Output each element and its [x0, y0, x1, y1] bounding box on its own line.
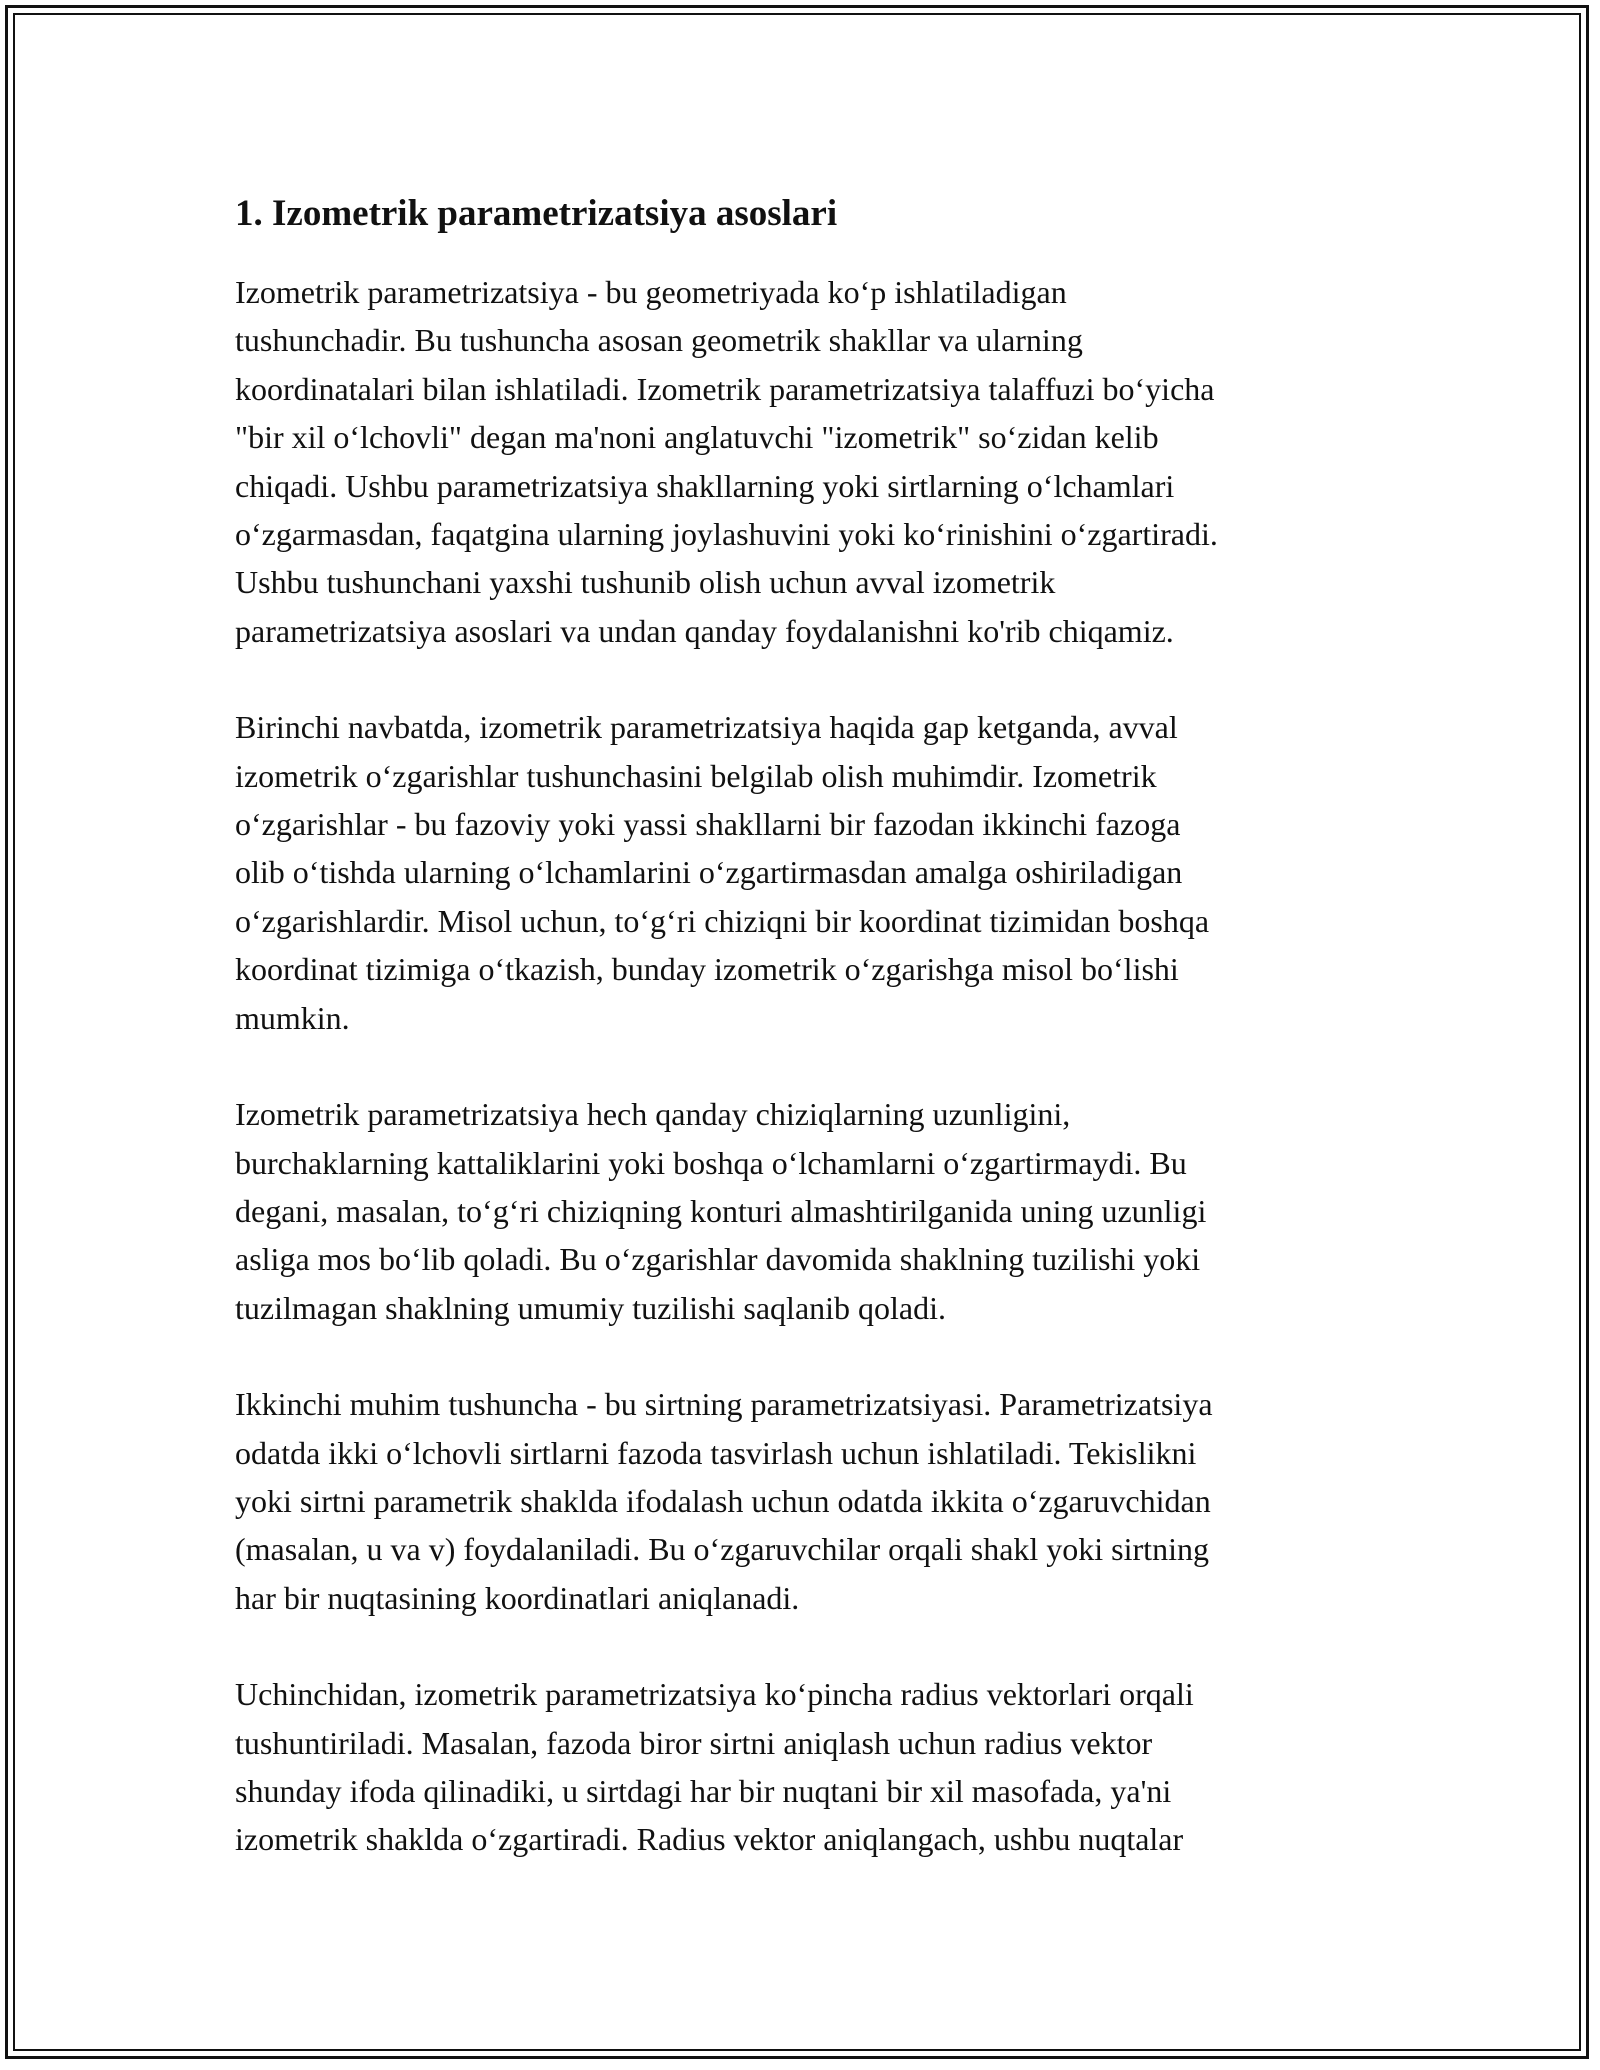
- paragraph-1: Izometrik parametrizatsiya - bu geometriyada ko‘p ishlatiladigan tushunchadir. Bu tushuncha asosan geometrik shakllar va ularning koordinatalari bilan ishlatiladi. Izometrik parametrizatsiya talaffuzi bo‘yicha "bir xil o‘lchovli" degan ma'noni anglatuvchi "izometrik" so‘zidan kelib chiqadi. Ushbu parametrizatsiya shakllarning yoki sirtlarning o‘lchamlari o‘zgarmasdan, faqatgina ularning joylashuvini yoki ko‘rinishini o‘zgartiradi. Ushbu tushunchani yaxshi tushunib olish uchun avval izometrik parametrizatsiya asoslari va undan qanday foydalanishni ko'rib chiqamiz.: [235, 274, 1218, 649]
- paragraph-3: Izometrik parametrizatsiya hech qanday chiziqlarning uzunligini, burchaklarning kattaliklarini yoki boshqa o‘lchamlarni o‘zgartirmaydi. Bu degani, masalan, to‘g‘ri chiziqning konturi almashtirilganida uning uzunligi asliga mos bo‘lib qoladi. Bu o‘zgarishlar davomida shaklning tuzilishi yoki tuzilmagan shaklning umumiy tuzilishi saqlanib qoladi.: [235, 1096, 1207, 1326]
- paragraph-5: Uchinchidan, izometrik parametrizatsiya ko‘pincha radius vektorlari orqali tushuntiriladi. Masalan, fazoda biror sirtni aniqlash uchun radius vektor shunday ifoda qilinadiki, u sirtdagi har bir nuqtani bir xil masofada, ya'ni izometrik shaklda o‘zgartiradi. Radius vektor aniqlangach, ushbu nuqtalar: [235, 1676, 1194, 1858]
- paragraph-2: Birinchi navbatda, izometrik parametrizatsiya haqida gap ketganda, avval izometrik o‘zgarishlar tushunchasini belgilab olish muhimdir. Izometrik o‘zgarishlar - bu fazoviy yoki yassi shakllarni bir fazodan ikkinchi fazoga olib o‘tishda ularning o‘lchamlarini o‘zgartirmasdan amalga oshiriladigan o‘zgarishlardir. Misol uchun, to‘g‘ri chiziqni bir koordinat tizimidan boshqa koordinat tizimiga o‘tkazish, bunday izometrik o‘zgarishga misol bo‘lishi mumkin.: [235, 709, 1210, 1036]
- section-heading: 1. Izometrik parametrizatsiya asoslari: [235, 193, 838, 234]
- paragraph-4: Ikkinchi muhim tushuncha - bu sirtning parametrizatsiyasi. Parametrizatsiya odatda ikki o‘lchovli sirtlarni fazoda tasvirlash uchun ishlatiladi. Tekislikni yoki sirtni parametrik shaklda ifodalash uchun odatda ikkita o‘zgaruvchidan (masalan, u va v) foydalaniladi. Bu o‘zgaruvchilar orqali shakl yoki sirtning har bir nuqtasining koordinatlari aniqlanadi.: [235, 1386, 1213, 1616]
- document-body: [235, 188, 1395, 1912]
